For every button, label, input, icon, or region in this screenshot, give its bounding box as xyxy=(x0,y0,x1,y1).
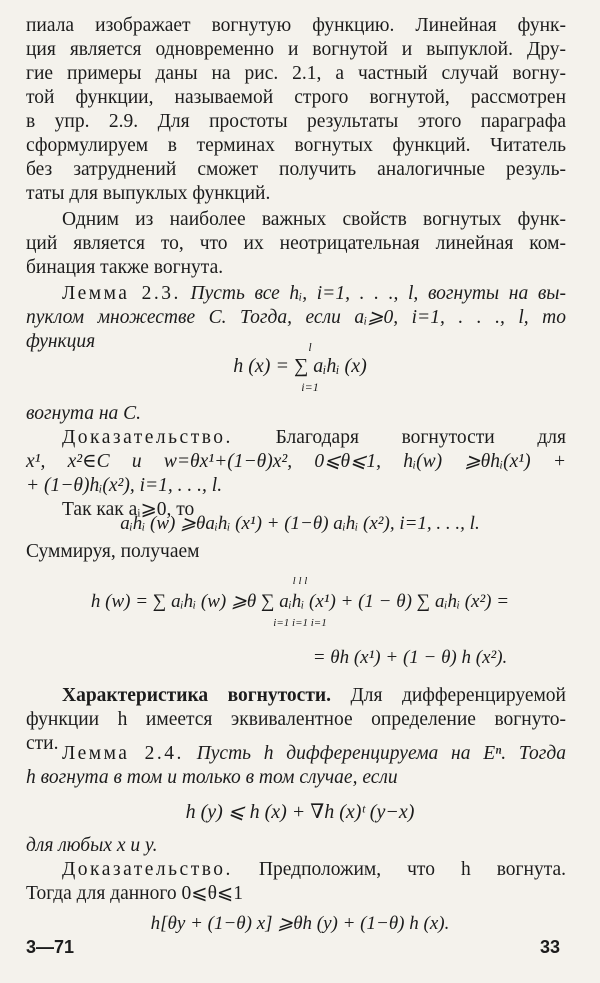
text-line: сти. xyxy=(26,733,59,754)
text-line: ция является одновременно и вогнутой и выпуклой. Дру- xyxy=(26,39,566,60)
lemma-2-3-line xyxy=(62,282,566,306)
text-line: Суммируя, получаем xyxy=(26,541,200,562)
text-line: в упр. 2.9. Для простоты результаты этого параграфа xyxy=(26,111,566,132)
text-line: Одним из наиболее важных свойств вогнутых функ- xyxy=(62,209,566,230)
text-line: + (1−θ)hᵢ(x²), i=1, . . ., l. xyxy=(26,475,223,496)
sum-upper-limit: l xyxy=(308,340,312,354)
text-line: h вогнута в том и только в том случае, если xyxy=(26,767,398,788)
lemma-2-4-line xyxy=(62,742,566,766)
sum-lower-limits: i=1 i=1 i=1 xyxy=(273,617,327,629)
text-line: бинация также вогнута. xyxy=(26,257,224,278)
equation-6: h[θy + (1−θ) x] ⩾θh (y) + (1−θ) h (x). xyxy=(150,913,450,934)
text-line: сформулируем в терминах вогнутых функций. Читатель xyxy=(26,135,566,156)
text-line: Тогда для данного 0⩽θ⩽1 xyxy=(26,883,244,904)
equation-1: h (x) = ∑ aᵢhᵢ (x) xyxy=(233,355,367,377)
text-line: Так как aᵢ⩾0, то xyxy=(62,499,195,520)
proof-line xyxy=(62,426,566,450)
page-number: 33 xyxy=(539,937,560,957)
proof-heading: Доказательство. xyxy=(62,859,233,880)
section-heading: Характеристика вогнутости. xyxy=(62,685,332,706)
printer-signature: 3—71 xyxy=(26,937,75,957)
text-line: той функции, называемой строго вогнутой, рассмотрен xyxy=(26,87,566,108)
text-line: ций является то, что их неотрицательная линейная ком- xyxy=(26,233,566,254)
text-line: без затруднений сможет получить аналогичные резуль- xyxy=(26,159,566,180)
text-line: гие примеры даны на рис. 2.1, а частный случай вогну- xyxy=(26,63,566,84)
lemma-heading: Лемма 2.4. xyxy=(62,743,184,764)
sum-upper-limits: l l l xyxy=(292,575,308,587)
text-line: таты для выпуклых функций. xyxy=(26,183,271,204)
equation-2: aᵢhᵢ (w) ⩾θaᵢhᵢ (x¹) + (1−θ) aᵢhᵢ (x²), i=1, . . ., l. xyxy=(120,513,480,534)
section-line xyxy=(62,684,566,708)
equation-4: = θh (x¹) + (1 − θ) h (x²). xyxy=(312,647,508,668)
text-line: функции h имеется эквивалентное определение вогнуто- xyxy=(26,709,566,730)
text-line: пиала изображает вогнутую функцию. Линейная функ- xyxy=(26,15,566,36)
sum-lower-limit: i=1 xyxy=(301,380,319,394)
text-line: пуклом множестве C. Тогда, если aᵢ⩾0, i=1, . . ., l, то xyxy=(26,307,566,328)
proof-heading: Доказательство. xyxy=(62,427,233,448)
lemma-text: Пусть h дифференцируема на Eⁿ. Тогда xyxy=(196,743,566,764)
text-line: функция xyxy=(26,331,96,352)
equation-5: h (y) ⩽ h (x) + ∇h (x)ᵗ (y−x) xyxy=(185,801,415,823)
section-text: Для дифференцируемой xyxy=(350,685,566,706)
text-line: x¹, x²∈C и w=θx¹+(1−θ)x², 0⩽θ⩽1, hᵢ(w) ⩾θhᵢ(x¹) + xyxy=(26,451,566,472)
proof-text: Предположим, что h вогнута. xyxy=(258,859,566,880)
proof-line xyxy=(62,858,566,882)
text-line: вогнута на C. xyxy=(26,403,142,424)
proof-text: Благодаря вогнутости для xyxy=(275,427,566,448)
text-line: для любых x и y. xyxy=(26,835,158,856)
equation-3: h (w) = ∑ aᵢhᵢ (w) ⩾θ ∑ aᵢhᵢ (x¹) + (1 − θ) ∑ aᵢhᵢ (x²) = xyxy=(90,591,510,612)
lemma-heading: Лемма 2.3. xyxy=(62,283,181,304)
lemma-text: Пусть все hᵢ, i=1, . . ., l, вогнуты на вы- xyxy=(190,283,567,304)
